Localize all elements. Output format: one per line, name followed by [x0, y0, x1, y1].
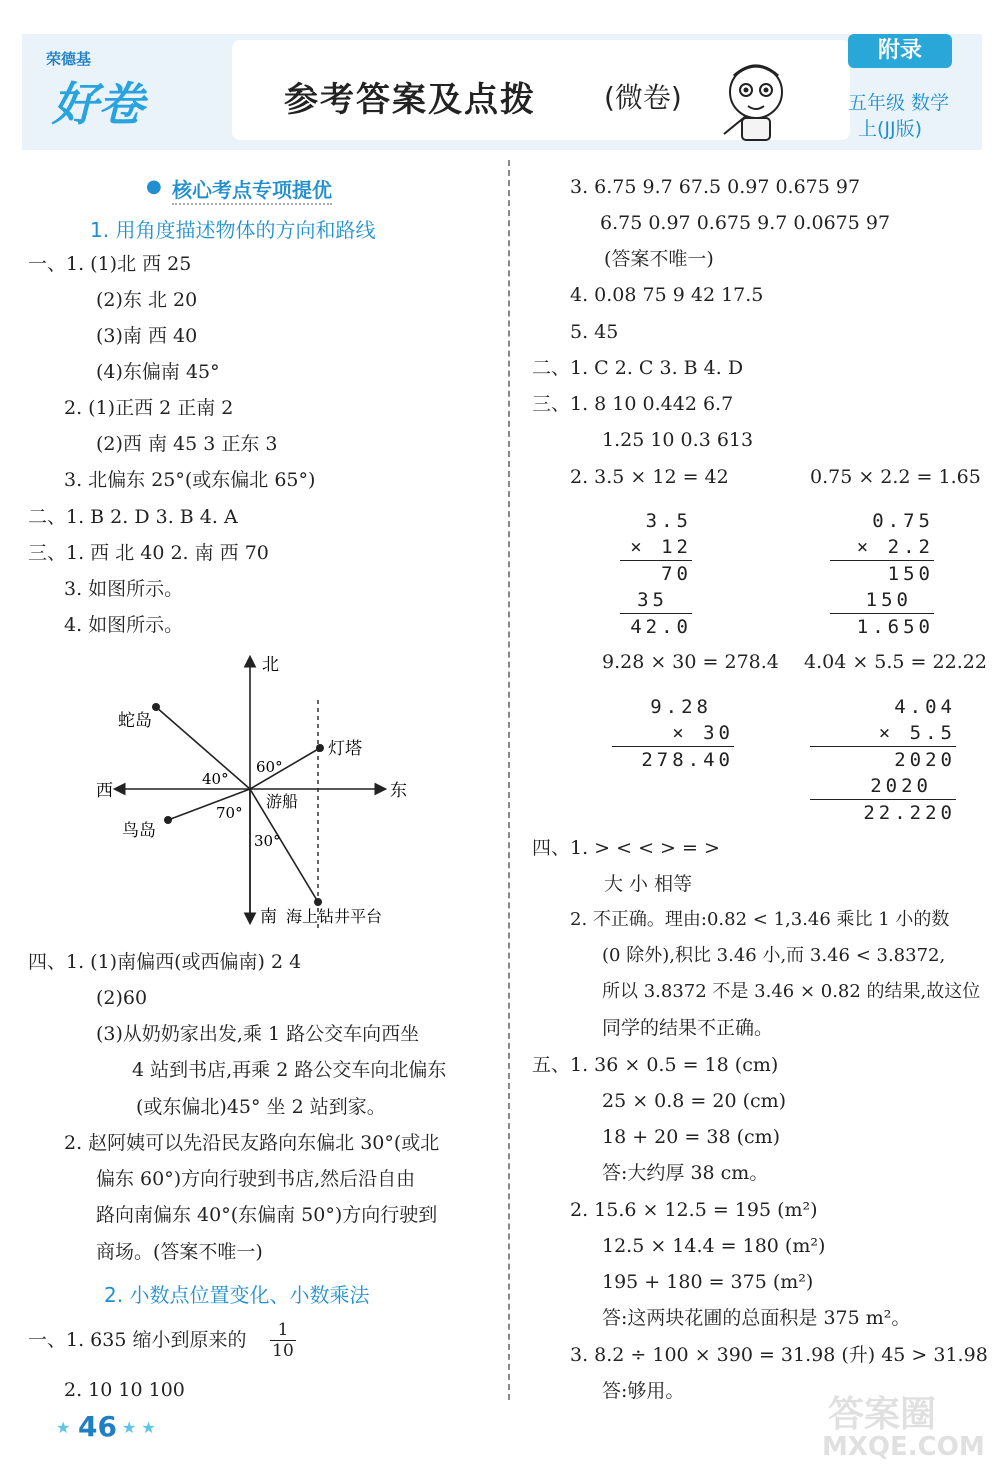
answer-line: 三、1. 西 北 40 2. 南 西 70 [28, 542, 269, 564]
lighthouse-label: 灯塔 [328, 739, 362, 759]
south-label: 南 [260, 907, 277, 927]
answer-line: (答案不唯一) [604, 248, 714, 270]
calc-row: × 2.2 [830, 534, 934, 561]
section-heading: 核心考点专项提优 [172, 174, 332, 205]
east-label: 东 [390, 781, 407, 801]
answer-line: 三、1. 8 10 0.442 6.7 [532, 393, 734, 415]
calc-row: 1.650 [856, 616, 934, 638]
answer-line: 195 + 180 = 375 (m²) [602, 1271, 814, 1293]
answer-line: 一、1. (1)北 西 25 [28, 253, 192, 275]
answer-line: (2)东 北 20 [96, 289, 198, 311]
calc-row: 150 [830, 587, 934, 614]
answer-line: 3. 北偏东 25°(或东偏北 65°) [64, 469, 316, 491]
calc-row: 35 [620, 587, 692, 614]
answer-line: 2. 不正确。理由:0.82 < 1,3.46 乘比 1 小的数 [570, 909, 950, 930]
calc-row: 278.40 [641, 749, 734, 771]
answer-line: 二、1. C 2. C 3. B 4. D [532, 357, 744, 379]
answer-line: 一、1. 635 缩小到原来的 [28, 1329, 247, 1351]
answer-line: 2. (1)正西 2 正南 2 [64, 397, 234, 419]
answer-line: 同学的结果不正确。 [602, 1017, 774, 1039]
answer-line: 6.75 0.97 0.675 9.7 0.0675 97 [600, 212, 891, 234]
answer-line: 5. 45 [570, 321, 619, 343]
answer-line: 25 × 0.8 = 20 (cm) [602, 1090, 787, 1112]
calc-row: × 30 [612, 720, 734, 747]
page-header [22, 34, 982, 150]
west-label: 西 [96, 781, 113, 801]
answer-line: (3)南 西 40 [96, 325, 198, 347]
answer-line: 五、1. 36 × 0.5 = 18 (cm) [532, 1054, 779, 1076]
star-icon: ★ [56, 1418, 71, 1437]
calc-row: 3.5 [645, 510, 692, 532]
vertical-calc [810, 694, 956, 826]
brand-small: 荣德基 [46, 50, 92, 68]
answer-line: 12.5 × 14.4 = 180 (m²) [602, 1235, 826, 1257]
answer-line: 偏东 60°)方向行驶到书店,然后沿自由 [96, 1168, 416, 1190]
vertical-calc [612, 694, 734, 773]
grade-label: 五年级 数学 [848, 92, 950, 114]
answer-line: 3. 8.2 ÷ 100 × 390 = 31.98 (升) 45 > 31.98 [570, 1344, 988, 1366]
topic-heading-2: 2. 小数点位置变化、小数乘法 [104, 1283, 370, 1307]
answer-line: 商场。(答案不唯一) [96, 1241, 263, 1263]
platform-label: 海上钻井平台 [286, 907, 383, 926]
fraction-denominator: 10 [272, 1341, 294, 1361]
vertical-calc [830, 508, 934, 640]
answer-line: 0.75 × 2.2 = 1.65 [810, 466, 981, 488]
answer-line: 答:够用。 [602, 1380, 685, 1402]
answer-line: (或东偏北)45° 坐 2 站到家。 [136, 1096, 386, 1118]
brand-logo: 好卷 [52, 77, 144, 131]
calc-row: 150 [887, 563, 934, 585]
answer-line: 答:这两块花圃的总面积是 375 m²。 [602, 1307, 911, 1329]
vertical-calc [620, 508, 692, 640]
direction-diagram [90, 650, 420, 940]
answer-line: 4. 0.08 75 9 42 17.5 [570, 284, 764, 306]
answer-line: 4.04 × 5.5 = 22.22 [804, 651, 987, 673]
answer-line: 4. 如图所示。 [64, 614, 184, 636]
angle-label: 60° [256, 758, 283, 776]
calc-row: × 5.5 [810, 720, 956, 747]
fraction-numerator: 1 [270, 1320, 296, 1341]
edition-label: 上(JJ版) [858, 118, 923, 140]
answer-line: (0 除外),积比 3.46 小,而 3.46 < 3.8372, [602, 945, 946, 966]
paw-icon: ● [146, 176, 162, 197]
watermark-url: MXQE.COM [822, 1432, 985, 1462]
answer-line: 2. 10 10 100 [64, 1379, 185, 1401]
answer-line: 四、1. > < < > = > [532, 837, 720, 859]
answer-line: 大 小 相等 [604, 873, 693, 895]
page-number: 46 [78, 1410, 117, 1443]
answer-line: 2. 3.5 × 12 = 42 [570, 466, 729, 488]
bird-island-label: 鸟岛 [122, 821, 156, 841]
appendix-badge: 附录 [848, 34, 952, 68]
answer-line: 路向南偏东 40°(东偏南 50°)方向行驶到 [96, 1204, 438, 1226]
cartoon-mascot-icon [716, 56, 796, 146]
answer-line: 3. 如图所示。 [64, 578, 184, 600]
column-divider [508, 160, 510, 1400]
calc-row: 9.28 [650, 696, 712, 718]
angle-label: 40° [202, 770, 229, 788]
calc-row: 70 [661, 563, 692, 585]
answer-line: 2. 15.6 × 12.5 = 195 (m²) [570, 1199, 818, 1221]
snake-island-label: 蛇岛 [118, 711, 152, 731]
star-icon: ★ ★ [122, 1418, 156, 1437]
answer-line: (2)60 [96, 987, 148, 1009]
calc-row: 22.220 [863, 802, 956, 824]
calc-row: × 12 [620, 534, 692, 561]
calc-row: 4.04 [894, 696, 956, 718]
calc-row: 42.0 [630, 616, 692, 638]
answer-line: 9.28 × 30 = 278.4 [602, 651, 779, 673]
answer-line: 4 站到书店,再乘 2 路公交车向北偏东 [132, 1059, 447, 1081]
angle-label: 30° [254, 832, 281, 850]
answer-line: 3. 6.75 9.7 67.5 0.97 0.675 97 [570, 176, 861, 198]
page-subtitle: (微卷) [604, 81, 682, 114]
ship-label: 游船 [266, 792, 299, 811]
answer-line: (4)东偏南 45° [96, 361, 220, 383]
topic-heading-1: 1. 用角度描述物体的方向和路线 [90, 218, 376, 242]
answer-line: (3)从奶奶家出发,乘 1 路公交车向西坐 [96, 1023, 420, 1045]
angle-label: 70° [216, 804, 243, 822]
calc-row: 0.75 [872, 510, 934, 532]
answer-line: 18 + 20 = 38 (cm) [602, 1126, 781, 1148]
answer-line: 答:大约厚 38 cm。 [602, 1162, 769, 1184]
answer-line: 四、1. (1)南偏西(或西偏南) 2 4 [28, 951, 302, 973]
watermark-logo: 答案圈 [828, 1394, 937, 1435]
page-title: 参考答案及点拨 [284, 80, 536, 120]
calc-row: 2020 [894, 749, 956, 771]
fraction [270, 1320, 296, 1361]
answer-line: 1.25 10 0.3 613 [602, 429, 754, 451]
calc-row: 2020 [810, 773, 956, 800]
answer-line: (2)西 南 45 3 正东 3 [96, 433, 278, 455]
north-label: 北 [262, 655, 279, 675]
answer-line: 2. 赵阿姨可以先沿民友路向东偏北 30°(或北 [64, 1132, 440, 1154]
answer-line: 所以 3.8372 不是 3.46 × 0.82 的结果,故这位 [602, 981, 981, 1002]
answer-line: 二、1. B 2. D 3. B 4. A [28, 506, 238, 528]
